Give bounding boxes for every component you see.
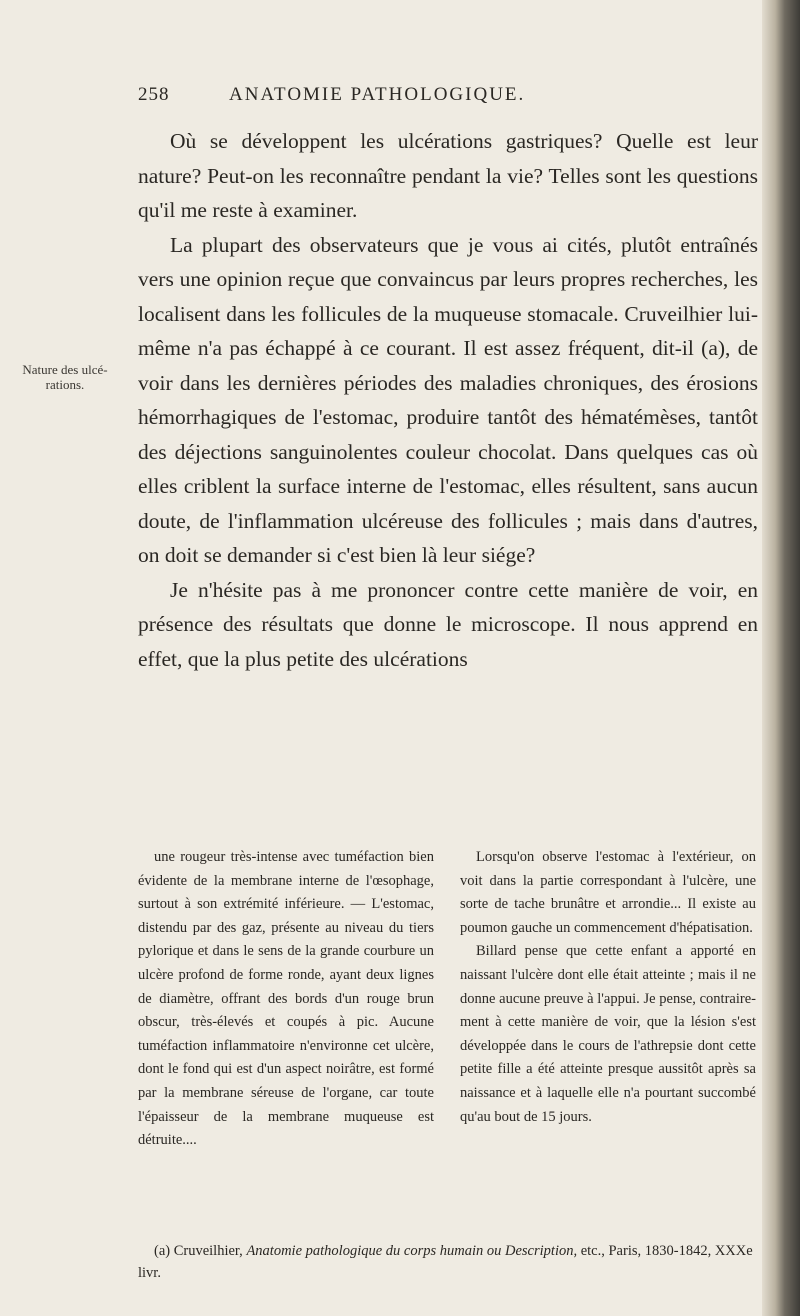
column-paragraph: Billard pense que cette enfant a apporté en naissant l'ulcère dont elle était atteinte ; mais il ne donne aucune preuve à l'appui. Je pense, contrairement à cette manière de voir, que la lésion s'est développée dans le cours de l'athrepsie dont cette petite fille a été atteinte presque aussitôt après sa naissance et à laquelle elle n'a pourtant succombé qu'au bout de 15 jours. [460,943,756,1125]
left-column [138,846,434,1153]
column-paragraph: Lorsqu'on observe l'estomac à l'extérieur, on voit dans la partie correspondant à l'ulcère, une sorte de tache brunâtre et arrondie... Il existe au poumon gauche un commencement d'hépatisation. [460,849,756,936]
footnote-author: Cruveilhier, [173,1243,243,1259]
column-paragraph: une rougeur très-intense avec tuméfaction bien évidente de la membrane interne de l'œsophage, surtout à son extrémité inférieure. — L'estomac, distendu par des gaz, présente au niveau du tiers pylorique et dans le sens de la grande courbure un ulcère profond de forme ronde, ayant deux lignes de diamètre, offrant des bords d'un rouge brun obscur, très-élevés et coupés à pic. Aucune tuméfaction inflammatoire n'environne cet ulcère, dont le fond qui est d'un aspect noirâtre, est formé par la membrane séreuse de l'organe, car toute l'épaisseur de la membrane muqueuse est détruite.... [138,849,434,1149]
page-number: 258 [138,84,170,105]
footnote-rest: etc., Paris, 1830-1842, XXXe livr. [138,1243,753,1281]
right-column [460,846,756,1129]
page-header [138,84,738,114]
main-paragraph: Où se développent les ulcérations gastriques? Quelle est leur nature? Peut-on les reconnaître pendant la vie? Telles sont les questions qu'il me reste à examiner. [138,129,758,222]
footnote [138,1240,758,1284]
running-head: ANATOMIE PATHOLOGIQUE. [229,84,526,105]
main-text [138,124,758,676]
main-paragraph: La plupart des observateurs que je vous ai cités, plutôt entraînés vers une opinion reçue que convaincus par leurs propres recherches, les localisent dans les follicules de la muqueuse stomacale. Cruveilhier lui-même n'a pas échappé à ce courant. Il est assez fréquent, dit-il (a), de voir dans les dernières périodes des maladies chroniques, des érosions hémorrhagiques de l'estomac, produire tantôt des hématémèses, tantôt des déjections sanguinolentes couleur chocolat. Dans quelques cas où elles criblent la surface interne de l'estomac, elles résultent, sans aucun doute, de l'inflammation ulcéreuse des follicules ; mais dans d'autres, on doit se demander si c'est bien là leur siége? [138,232,758,567]
main-paragraph: Je n'hésite pas à me prononcer contre cette manière de voir, en présence des résultats que donne le microscope. Il nous apprend en effet, que la plus petite des ulcérations [138,577,758,671]
page-edge [762,0,800,1316]
margin-note: Nature des ulcérations. [22,362,108,392]
footnote-title: Anatomie pathologique du corps humain ou Description, [246,1243,578,1259]
two-column-notes [138,846,758,1236]
footnote-marker: (a) [154,1243,171,1259]
